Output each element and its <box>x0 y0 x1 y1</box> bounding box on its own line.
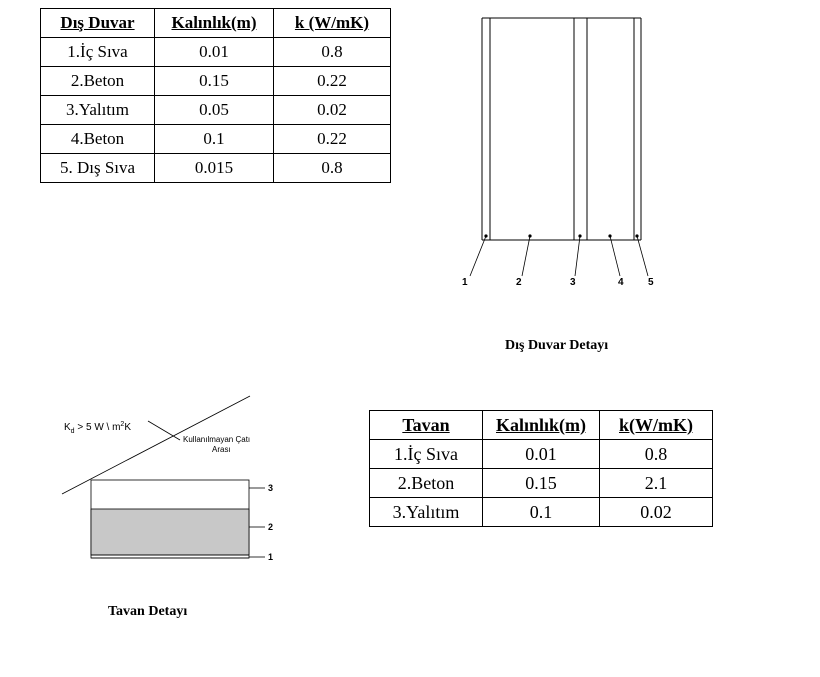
table-cell: 1.İç Sıva <box>41 38 155 67</box>
ceiling-section-drawing <box>62 396 265 558</box>
table-cell: 0.02 <box>274 96 391 125</box>
ceiling-label-1: 1 <box>268 552 274 562</box>
header-cell: Dış Duvar <box>41 9 155 38</box>
attic-label-line1: Kullanılmayan Çatı <box>183 435 251 444</box>
wall-section-drawing <box>470 18 648 276</box>
table-cell: 0.22 <box>274 67 391 96</box>
wall-label-1: 1 <box>462 277 468 288</box>
wall-label-2: 2 <box>516 277 522 288</box>
kd-label: $K_d > 5$ W \ $m^2K$ <box>64 421 131 435</box>
wall-label-3: 3 <box>570 277 576 288</box>
wall-label-5: 5 <box>648 277 654 288</box>
wall-label-4: 4 <box>618 277 624 288</box>
table-cell: 0.22 <box>274 125 391 154</box>
table-cell: 2.Beton <box>370 469 483 498</box>
table-cell: 5. Dış Sıva <box>41 154 155 183</box>
table-cell: 0.1 <box>483 498 600 527</box>
ceiling-detail-caption: Tavan Detayı <box>108 604 188 619</box>
table-cell: 0.02 <box>600 498 713 527</box>
table-cell: 0.15 <box>483 469 600 498</box>
header-cell: k (W/mK) <box>274 9 391 38</box>
ceiling-label-3: 3 <box>268 483 274 493</box>
table-cell: 0.015 <box>155 154 274 183</box>
table-cell: 0.8 <box>274 154 391 183</box>
header-cell: Tavan <box>370 411 483 440</box>
table-cell: 0.8 <box>274 38 391 67</box>
wall-detail-caption: Dış Duvar Detayı <box>505 338 609 353</box>
table-cell: 0.8 <box>600 440 713 469</box>
table-cell: 3.Yalıtım <box>370 498 483 527</box>
table-cell: 0.01 <box>483 440 600 469</box>
table-cell: 4.Beton <box>41 125 155 154</box>
table-cell: 3.Yalıtım <box>41 96 155 125</box>
header-cell: Kalınlık(m) <box>483 411 600 440</box>
table-cell: 0.1 <box>155 125 274 154</box>
attic-label-line2: Arası <box>212 445 231 454</box>
table-cell: 0.15 <box>155 67 274 96</box>
table-cell: 0.01 <box>155 38 274 67</box>
header-cell: Kalınlık(m) <box>155 9 274 38</box>
header-cell: k(W/mK) <box>600 411 713 440</box>
table-cell: 1.İç Sıva <box>370 440 483 469</box>
table-cell: 0.05 <box>155 96 274 125</box>
table-cell: 2.Beton <box>41 67 155 96</box>
leader-dots <box>484 234 638 237</box>
table-cell: 2.1 <box>600 469 713 498</box>
ceiling-label-2: 2 <box>268 522 274 532</box>
